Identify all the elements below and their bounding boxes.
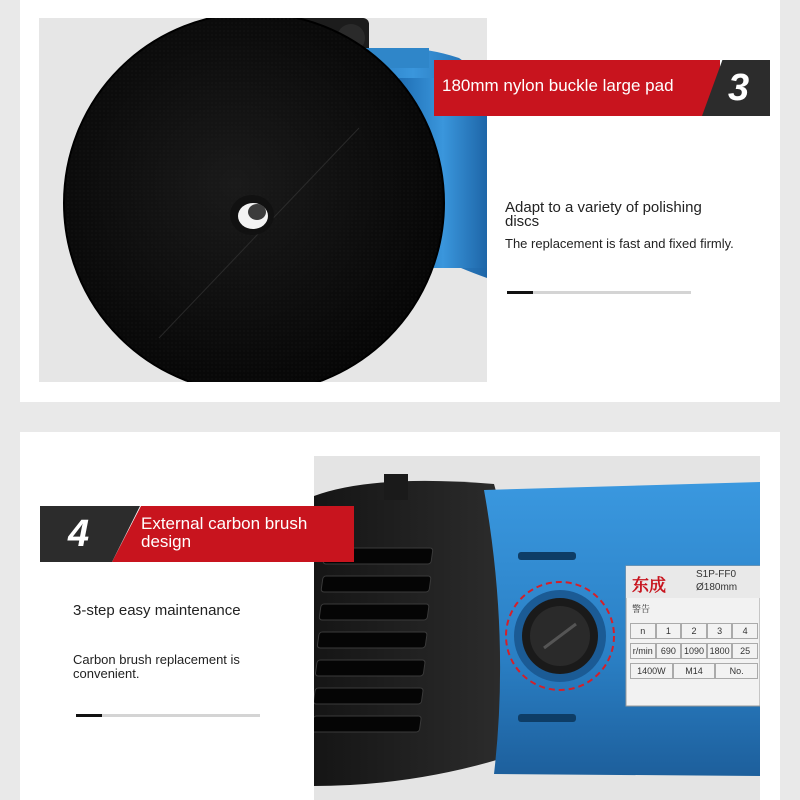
polishing-pad-illustration (39, 18, 487, 382)
slide-progress-bar (507, 291, 691, 294)
nameplate-row-rpm (630, 643, 758, 659)
feature-banner-3 (434, 60, 770, 116)
slide-progress-fill (76, 714, 102, 717)
feature-heading: Adapt to a variety of polishing discs (505, 199, 702, 230)
banner-label: External carbon brush design (141, 514, 308, 551)
nameplate-cell: No. (715, 663, 758, 679)
nameplate-cell: M14 (673, 663, 716, 679)
banner-label: 180mm nylon buckle large pad (442, 76, 674, 95)
nameplate-cell: 690 (656, 643, 682, 659)
polishing-pad-photo (39, 18, 487, 382)
feature-number: 3 (728, 67, 750, 109)
nameplate-cell: n (630, 623, 656, 639)
nameplate-cell: 2 (681, 623, 707, 639)
nameplate-size: Ø180mm (696, 582, 738, 593)
nameplate-cell: 1090 (681, 643, 707, 659)
nameplate-cell: 1 (656, 623, 682, 639)
feature-panel-pad (20, 0, 780, 402)
slide-progress-bar (76, 714, 260, 717)
feature-heading: 3-step easy maintenance (73, 602, 241, 619)
nameplate-cell: 1400W (630, 663, 673, 679)
nameplate-cell: 1800 (707, 643, 733, 659)
nameplate-model: S1P-FF0 (696, 569, 737, 580)
feature-description: The replacement is fast and fixed firmly. (505, 236, 734, 251)
feature-number: 4 (68, 513, 90, 555)
nameplate-cell: r/min (630, 643, 656, 659)
feature-description: Carbon brush replacement is convenient. (73, 652, 240, 681)
nameplate-cell: 3 (707, 623, 733, 639)
carbon-brush-photo (314, 456, 760, 800)
nameplate-brand: 东成 (632, 576, 666, 595)
nameplate-cell: 4 (732, 623, 758, 639)
nameplate-cell: 25 (732, 643, 758, 659)
feature-banner-4 (40, 506, 354, 562)
feature-panel-carbon-brush (20, 432, 780, 800)
nameplate-row-spec (630, 663, 758, 679)
nameplate-warning: 警告 (632, 604, 651, 614)
nameplate (628, 567, 758, 707)
nameplate-row-speed-setting (630, 623, 758, 639)
slide-progress-fill (507, 291, 533, 294)
